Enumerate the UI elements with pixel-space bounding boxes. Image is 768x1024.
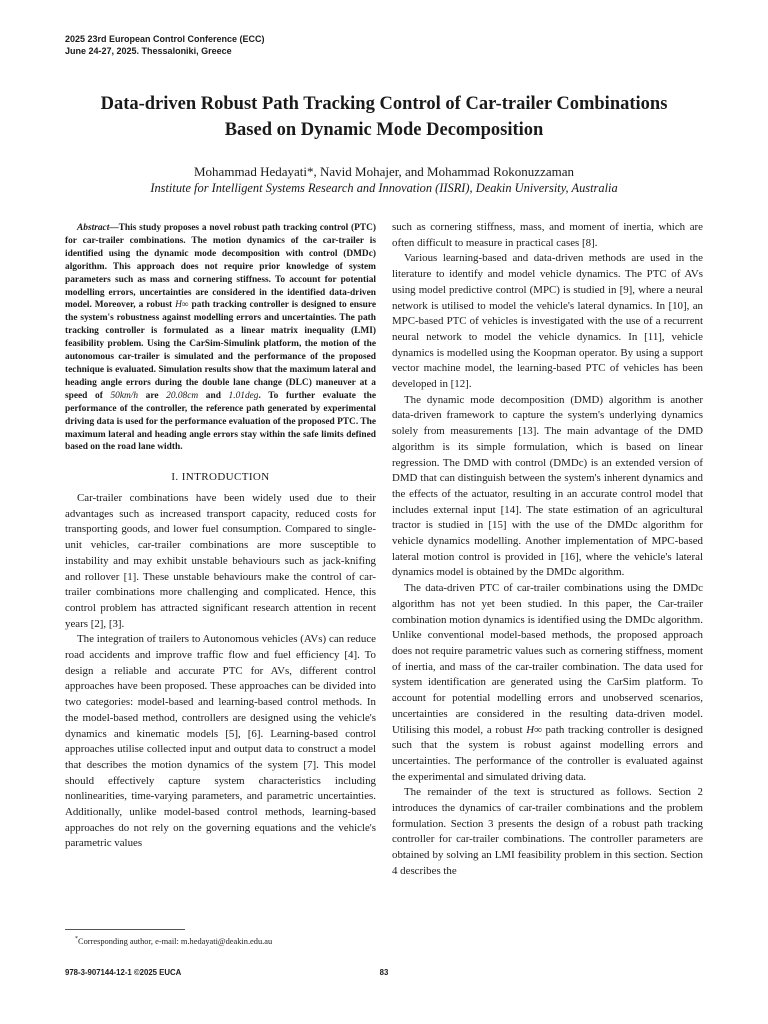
- section-heading-introduction: I. INTRODUCTION: [171, 471, 270, 484]
- title-line-1: Data-driven Robust Path Tracking Control of Car-trailer Combinations: [100, 94, 668, 114]
- body-paragraph-dmd: The dynamic mode decomposition (DMD) algorithm is another data-driven framework to capture the system's underlying dynamics solely from measurements [13]. The main advantage of the DMD algorithm is its simple formulation, which is based on linear regression. The DMD with control (DMDc) is an extended version of DMD that can distinguish between the system's inherent dynamics and the effects of the actuator, resulting in an accurate control model that includes external input [14]. The state estimation of an agricultural tractor is studied in [15] with the use of the DMDc algorithm for vehicle dynamics modelling. Another implementation of MPC-based lateral motion control is provided in [16], where the vehicle's lateral dynamics model is obtained by the DMDc algorithm.: [392, 393, 703, 579]
- abstract-text-1: This study proposes a novel robust path tracking control (PTC) for car-trailer combinations. The motion dynamics of the car-trailer is identified using the dynamic mode decomposition with control (DMDc) algorithm. This approach does not require prior knowledge of system parameters such as mass and cornering stiffness. To account for potential modelling errors, uncertainties are considered in the identified data-driven model. Moreover, a robust: [65, 223, 376, 311]
- author-list: Mohammad Hedayati*, Navid Mohajer, and Mohammad Rokonuzzaman: [194, 164, 574, 179]
- abstract-heading-error-value: 1.01deg: [228, 390, 259, 401]
- abstract: [65, 222, 376, 454]
- body-paragraph-related-work: Various learning-based and data-driven methods are used in the literature to identify and model vehicle dynamics. The PTC of AVs using model predictive control (MPC) is studied in [9], where a neural network is utilised to model the vehicle's lateral dynamics. In [10], an MPC-based PTC of vehicles is investigated with the use of a recurrent neural network to model the vehicle dynamics. In [11], vehicle dynamics is modelled using the Koopman operator. By using a support vector machine model, the learning-based PTC of vehicles has been developed in [12].: [392, 252, 703, 391]
- title-line-2: Based on Dynamic Mode Decomposition: [224, 120, 544, 140]
- contribution-text-1: The data-driven PTC of car-trailer combinations using the DMDc algorithm has not yet been studied. In this paper, the Car-trailer combination motion dynamics is identified using the DMDc algorithm. Unlike conventional model-based methods, the proposed approach does not require parametric values such as cornering stiffness, moment of inertia, and mass of the car-trailer combination. The data used for system identification are generated using the CarSim platform. To account for potential modelling errors and unobserved scenarios, uncertainties are considered in the resulting data-driven model. Utilising this model, a robust: [392, 582, 703, 736]
- conference-name: 2025 23rd European Control Conference (ECC): [65, 34, 265, 44]
- abstract-text-3: are: [138, 390, 167, 401]
- abstract-lateral-error-value: 20.08cm: [166, 390, 199, 401]
- abstract-text-4: and: [198, 390, 229, 401]
- abstract-label: Abstract: [77, 223, 110, 233]
- body-paragraph-outline: The remainder of the text is structured as follows. Section 2 introduces the dynamics of car-trailer combinations and the problem formulation. Section 3 presents the design of a robust path tracking controller for car-trailer combinations. The controller parameters are obtained by solving an LMI feasibility problem in this section. Section 4 describes the: [392, 786, 703, 877]
- footnote-mark: *: [75, 936, 78, 942]
- contribution-hinf-symbol: H∞: [526, 723, 542, 736]
- body-paragraph-contribution: [392, 581, 703, 785]
- contribution-text-2: path tracking controller is designed such that the system is robust against modelling errors and uncertainties. The performance of the controller is evaluated against the experimental and simulated driving data.: [392, 723, 703, 783]
- body-paragraph-continued: such as cornering stiffness, mass, and moment of inertia, which are often difficult to measure in practical cases [8].: [392, 221, 703, 249]
- conference-header: [65, 33, 265, 57]
- abstract-speed-value: 50km/h: [110, 390, 139, 401]
- conference-date-location: June 24-27, 2025. Thessaloniki, Greece: [65, 46, 232, 56]
- footnote-text: Corresponding author, e-mail: m.hedayati@deakin.edu.au: [78, 936, 273, 946]
- abstract-text-2: path tracking controller is designed to ensure the system's robustness against modelling errors and uncertainties. The path tracking controller is formulated as a linear matrix inequality (LMI) feasibility problem. Using the CarSim-Simulink platform, the motion of the autonomous car-trailer is simulated and the performance of the proposed technique is evaluated. Simulation results show that the maximum lateral and heading angle errors during the double lane change (DLC) maneuver at a speed of: [65, 300, 376, 401]
- paper-title: [40, 91, 728, 143]
- affiliation: Institute for Intelligent Systems Research and Innovation (IISRI), Deakin University, Australia: [150, 181, 618, 195]
- footnote-divider: [65, 929, 185, 930]
- corresponding-author-footnote: [75, 934, 272, 947]
- left-column: [65, 222, 376, 852]
- right-column: [392, 220, 703, 880]
- abstract-text-5: . To further evaluate the performance of the controller, the reference path generated by experimental driving data is used for the performance evaluation of the proposed PTC. The maximum lateral and heading angle errors stay within the safe limits defined based on the road lane width.: [65, 390, 377, 453]
- isbn-copyright: 978-3-907144-12-1 ©2025 EUCA: [65, 968, 182, 977]
- intro-paragraph-2: The integration of trailers to Autonomous vehicles (AVs) can reduce road accidents and improve traffic flow and fuel efficiency [4]. To design a reliable and accurate PTC for AVs, different control approaches have been proposed. These approaches can be divided into two categories: model-based and learning-based control methods. In the model-based method, controllers are designed using the vehicle's dynamics and kinematic models [5], [6]. Learning-based control approaches utilise collected input and output data to construct a model that describes the motion dynamics of the system [7]. This model should effectively capture system characteristics including nonlinearities, time-varying parameters, and parametric uncertainties. Additionally, unlike model-based control methods, learning-based approaches do not rely on the governing equations and the vehicle's parametric values: [65, 633, 376, 850]
- intro-paragraph-1: Car-trailer combinations have been widely used due to their advantages such as increased transport capacity, reduced costs for transporting goods, and lower fuel consumption. Compared to single-unit vehicles, car-trailer combinations are more susceptible to instability and may exhibit unstable behaviours such as jack-knifing and rollover [1]. These unstable behaviours make the control of car-trailer combinations more challenging and complicated. Hence, this control problem has attracted significant research attention in recent years [2], [3].: [65, 492, 376, 630]
- abstract-hinf-symbol: H∞: [175, 300, 189, 311]
- page-number: 83: [379, 968, 389, 977]
- abstract-dash: —: [109, 223, 119, 233]
